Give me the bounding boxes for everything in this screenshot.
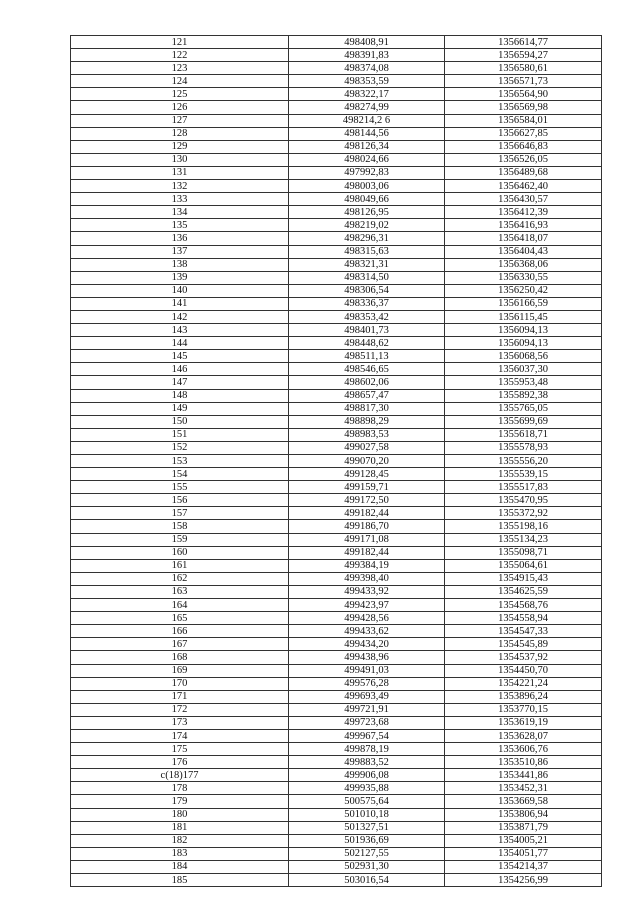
table-row xyxy=(71,297,602,310)
table-row xyxy=(71,140,602,153)
point-number-cell: 150 xyxy=(71,415,289,428)
point-number-cell: 128 xyxy=(71,127,289,140)
table-row xyxy=(71,651,602,664)
x-coordinate-cell: 499172,50 xyxy=(289,494,445,507)
table-row xyxy=(71,455,602,468)
point-number-cell: 162 xyxy=(71,572,289,585)
table-row xyxy=(71,363,602,376)
point-number-cell: 148 xyxy=(71,389,289,402)
x-coordinate-cell: 498306,54 xyxy=(289,284,445,297)
point-number-cell: 146 xyxy=(71,363,289,376)
y-coordinate-cell: 1356418,07 xyxy=(445,232,602,245)
table-row xyxy=(71,166,602,179)
y-coordinate-cell: 1356614,77 xyxy=(445,36,602,49)
y-coordinate-cell: 1355578,93 xyxy=(445,441,602,454)
y-coordinate-cell: 1353770,15 xyxy=(445,703,602,716)
y-coordinate-cell: 1355765,05 xyxy=(445,402,602,415)
point-number-cell: 133 xyxy=(71,193,289,206)
table-row xyxy=(71,153,602,166)
point-number-cell: 138 xyxy=(71,258,289,271)
x-coordinate-cell: 499423,97 xyxy=(289,599,445,612)
point-number-cell: 126 xyxy=(71,101,289,114)
x-coordinate-cell: 498401,73 xyxy=(289,324,445,337)
table-row xyxy=(71,716,602,729)
x-coordinate-cell: 499186,70 xyxy=(289,520,445,533)
y-coordinate-cell: 1356412,39 xyxy=(445,206,602,219)
point-number-cell: 173 xyxy=(71,716,289,729)
x-coordinate-cell: 498003,06 xyxy=(289,180,445,193)
table-row xyxy=(71,415,602,428)
x-coordinate-cell: 499693,49 xyxy=(289,690,445,703)
point-number-cell: 147 xyxy=(71,376,289,389)
table-row xyxy=(71,402,602,415)
x-coordinate-cell: 499182,44 xyxy=(289,546,445,559)
x-coordinate-cell: 499171,08 xyxy=(289,533,445,546)
x-coordinate-cell: 501936,69 xyxy=(289,834,445,847)
y-coordinate-cell: 1356068,56 xyxy=(445,350,602,363)
y-coordinate-cell: 1356368,06 xyxy=(445,258,602,271)
y-coordinate-cell: 1354625,59 xyxy=(445,585,602,598)
y-coordinate-cell: 1353619,19 xyxy=(445,716,602,729)
table-row xyxy=(71,664,602,677)
point-number-cell: 169 xyxy=(71,664,289,677)
point-number-cell: 156 xyxy=(71,494,289,507)
point-number-cell: 151 xyxy=(71,428,289,441)
point-number-cell: 127 xyxy=(71,114,289,127)
point-number-cell: 167 xyxy=(71,638,289,651)
x-coordinate-cell: 499878,19 xyxy=(289,743,445,756)
y-coordinate-cell: 1353510,86 xyxy=(445,756,602,769)
table-row xyxy=(71,559,602,572)
x-coordinate-cell: 499433,92 xyxy=(289,585,445,598)
point-number-cell: 144 xyxy=(71,337,289,350)
point-number-cell: 181 xyxy=(71,821,289,834)
y-coordinate-cell: 1356166,59 xyxy=(445,297,602,310)
x-coordinate-cell: 498983,53 xyxy=(289,428,445,441)
point-number-cell: 153 xyxy=(71,455,289,468)
table-row xyxy=(71,180,602,193)
x-coordinate-cell: 503016,54 xyxy=(289,874,445,887)
y-coordinate-cell: 1355470,95 xyxy=(445,494,602,507)
y-coordinate-cell: 1356094,13 xyxy=(445,324,602,337)
y-coordinate-cell: 1356250,42 xyxy=(445,284,602,297)
x-coordinate-cell: 499428,56 xyxy=(289,612,445,625)
table-row xyxy=(71,232,602,245)
y-coordinate-cell: 1355198,16 xyxy=(445,520,602,533)
table-row xyxy=(71,703,602,716)
y-coordinate-cell: 1356569,98 xyxy=(445,101,602,114)
table-row xyxy=(71,507,602,520)
point-number-cell: 157 xyxy=(71,507,289,520)
x-coordinate-cell: 498448,62 xyxy=(289,337,445,350)
x-coordinate-cell: 498602,06 xyxy=(289,376,445,389)
table-row xyxy=(71,245,602,258)
x-coordinate-cell: 499398,40 xyxy=(289,572,445,585)
point-number-cell: 139 xyxy=(71,271,289,284)
y-coordinate-cell: 1356646,83 xyxy=(445,140,602,153)
point-number-cell: 170 xyxy=(71,677,289,690)
y-coordinate-cell: 1355134,23 xyxy=(445,533,602,546)
table-row xyxy=(71,834,602,847)
x-coordinate-cell: 499070,20 xyxy=(289,455,445,468)
y-coordinate-cell: 1353896,24 xyxy=(445,690,602,703)
point-number-cell: 160 xyxy=(71,546,289,559)
point-number-cell: 134 xyxy=(71,206,289,219)
y-coordinate-cell: 1353806,94 xyxy=(445,808,602,821)
y-coordinate-cell: 1354537,92 xyxy=(445,651,602,664)
table-row xyxy=(71,127,602,140)
table-row xyxy=(71,599,602,612)
point-number-cell: 141 xyxy=(71,297,289,310)
table-row xyxy=(71,494,602,507)
x-coordinate-cell: 497992,83 xyxy=(289,166,445,179)
y-coordinate-cell: 1353441,86 xyxy=(445,769,602,782)
point-number-cell: 168 xyxy=(71,651,289,664)
x-coordinate-cell: 499182,44 xyxy=(289,507,445,520)
y-coordinate-cell: 1355699,69 xyxy=(445,415,602,428)
x-coordinate-cell: 499491,03 xyxy=(289,664,445,677)
table-row xyxy=(71,376,602,389)
y-coordinate-cell: 1354450,70 xyxy=(445,664,602,677)
y-coordinate-cell: 1354256,99 xyxy=(445,874,602,887)
y-coordinate-cell: 1356037,30 xyxy=(445,363,602,376)
y-coordinate-cell: 1354568,76 xyxy=(445,599,602,612)
x-coordinate-cell: 502931,30 xyxy=(289,860,445,873)
table-row xyxy=(71,219,602,232)
y-coordinate-cell: 1356526,05 xyxy=(445,153,602,166)
table-row xyxy=(71,808,602,821)
y-coordinate-cell: 1355618,71 xyxy=(445,428,602,441)
coordinates-table xyxy=(70,35,602,887)
point-number-cell: 158 xyxy=(71,520,289,533)
table-row xyxy=(71,782,602,795)
point-number-cell: 154 xyxy=(71,468,289,481)
table-row xyxy=(71,389,602,402)
table-row xyxy=(71,62,602,75)
table-row xyxy=(71,874,602,887)
table-row xyxy=(71,729,602,742)
table-row xyxy=(71,677,602,690)
table-row xyxy=(71,36,602,49)
point-number-cell: 163 xyxy=(71,585,289,598)
table-row xyxy=(71,756,602,769)
table-row xyxy=(71,310,602,323)
y-coordinate-cell: 1353452,31 xyxy=(445,782,602,795)
table-row xyxy=(71,428,602,441)
y-coordinate-cell: 1356416,93 xyxy=(445,219,602,232)
point-number-cell: 175 xyxy=(71,743,289,756)
table-row xyxy=(71,690,602,703)
x-coordinate-cell: 498049,66 xyxy=(289,193,445,206)
point-number-cell: 140 xyxy=(71,284,289,297)
x-coordinate-cell: 499434,20 xyxy=(289,638,445,651)
y-coordinate-cell: 1356430,57 xyxy=(445,193,602,206)
x-coordinate-cell: 501010,18 xyxy=(289,808,445,821)
table-row xyxy=(71,743,602,756)
table-row xyxy=(71,284,602,297)
table-row xyxy=(71,533,602,546)
point-number-cell: 172 xyxy=(71,703,289,716)
point-number-cell: 132 xyxy=(71,180,289,193)
table-row xyxy=(71,49,602,62)
x-coordinate-cell: 498336,37 xyxy=(289,297,445,310)
x-coordinate-cell: 499723,68 xyxy=(289,716,445,729)
point-number-cell: 161 xyxy=(71,559,289,572)
y-coordinate-cell: 1354915,43 xyxy=(445,572,602,585)
y-coordinate-cell: 1355098,71 xyxy=(445,546,602,559)
x-coordinate-cell: 498391,83 xyxy=(289,49,445,62)
point-number-cell: 125 xyxy=(71,88,289,101)
x-coordinate-cell: 499906,08 xyxy=(289,769,445,782)
table-row xyxy=(71,821,602,834)
table-row xyxy=(71,468,602,481)
x-coordinate-cell: 502127,55 xyxy=(289,847,445,860)
table-row xyxy=(71,258,602,271)
point-number-cell: 180 xyxy=(71,808,289,821)
y-coordinate-cell: 1354545,89 xyxy=(445,638,602,651)
table-row xyxy=(71,769,602,782)
y-coordinate-cell: 1353628,07 xyxy=(445,729,602,742)
y-coordinate-cell: 1356330,55 xyxy=(445,271,602,284)
table-row xyxy=(71,481,602,494)
table-row xyxy=(71,795,602,808)
x-coordinate-cell: 500575,64 xyxy=(289,795,445,808)
point-number-cell: 122 xyxy=(71,49,289,62)
x-coordinate-cell: 499433,62 xyxy=(289,625,445,638)
y-coordinate-cell: 1354005,21 xyxy=(445,834,602,847)
point-number-cell: 179 xyxy=(71,795,289,808)
x-coordinate-cell: 499883,52 xyxy=(289,756,445,769)
x-coordinate-cell: 499128,45 xyxy=(289,468,445,481)
y-coordinate-cell: 1354547,33 xyxy=(445,625,602,638)
x-coordinate-cell: 498511,13 xyxy=(289,350,445,363)
table-row xyxy=(71,75,602,88)
table-row xyxy=(71,101,602,114)
x-coordinate-cell: 498144,56 xyxy=(289,127,445,140)
point-number-cell: 137 xyxy=(71,245,289,258)
point-number-cell: 121 xyxy=(71,36,289,49)
x-coordinate-cell: 499159,71 xyxy=(289,481,445,494)
point-number-cell: 131 xyxy=(71,166,289,179)
table-row xyxy=(71,625,602,638)
point-number-cell: 159 xyxy=(71,533,289,546)
x-coordinate-cell: 501327,51 xyxy=(289,821,445,834)
x-coordinate-cell: 498296,31 xyxy=(289,232,445,245)
x-coordinate-cell: 499721,91 xyxy=(289,703,445,716)
y-coordinate-cell: 1353669,58 xyxy=(445,795,602,808)
x-coordinate-cell: 498219,02 xyxy=(289,219,445,232)
x-coordinate-cell: 498546,65 xyxy=(289,363,445,376)
x-coordinate-cell: 499967,54 xyxy=(289,729,445,742)
y-coordinate-cell: 1355556,20 xyxy=(445,455,602,468)
y-coordinate-cell: 1356580,61 xyxy=(445,62,602,75)
y-coordinate-cell: 1354558,94 xyxy=(445,612,602,625)
table-row xyxy=(71,585,602,598)
point-number-cell: 124 xyxy=(71,75,289,88)
table-row xyxy=(71,324,602,337)
point-number-cell: 184 xyxy=(71,860,289,873)
point-number-cell: 143 xyxy=(71,324,289,337)
y-coordinate-cell: 1356571,73 xyxy=(445,75,602,88)
y-coordinate-cell: 1356115,45 xyxy=(445,310,602,323)
x-coordinate-cell: 499384,19 xyxy=(289,559,445,572)
x-coordinate-cell: 498314,50 xyxy=(289,271,445,284)
point-number-cell: 165 xyxy=(71,612,289,625)
point-number-cell: 164 xyxy=(71,599,289,612)
table-row xyxy=(71,572,602,585)
table-row xyxy=(71,206,602,219)
x-coordinate-cell: 498126,95 xyxy=(289,206,445,219)
point-number-cell: 135 xyxy=(71,219,289,232)
y-coordinate-cell: 1356627,85 xyxy=(445,127,602,140)
point-number-cell: 142 xyxy=(71,310,289,323)
point-number-cell: 145 xyxy=(71,350,289,363)
point-number-cell: 123 xyxy=(71,62,289,75)
y-coordinate-cell: 1355892,38 xyxy=(445,389,602,402)
table-row xyxy=(71,193,602,206)
table-row xyxy=(71,114,602,127)
x-coordinate-cell: 498657,47 xyxy=(289,389,445,402)
point-number-cell: 174 xyxy=(71,729,289,742)
x-coordinate-cell: 498408,91 xyxy=(289,36,445,49)
x-coordinate-cell: 499438,96 xyxy=(289,651,445,664)
table-row xyxy=(71,847,602,860)
x-coordinate-cell: 498274,99 xyxy=(289,101,445,114)
point-number-cell: 178 xyxy=(71,782,289,795)
y-coordinate-cell: 1356462,40 xyxy=(445,180,602,193)
y-coordinate-cell: 1355539,15 xyxy=(445,468,602,481)
point-number-cell: 182 xyxy=(71,834,289,847)
x-coordinate-cell: 498817,30 xyxy=(289,402,445,415)
y-coordinate-cell: 1356094,13 xyxy=(445,337,602,350)
x-coordinate-cell: 498214,2 6 xyxy=(289,114,445,127)
point-number-cell: 171 xyxy=(71,690,289,703)
y-coordinate-cell: 1356594,27 xyxy=(445,49,602,62)
x-coordinate-cell: 498353,59 xyxy=(289,75,445,88)
x-coordinate-cell: 498315,63 xyxy=(289,245,445,258)
point-number-cell: 155 xyxy=(71,481,289,494)
point-number-cell: 149 xyxy=(71,402,289,415)
x-coordinate-cell: 498898,29 xyxy=(289,415,445,428)
y-coordinate-cell: 1355372,92 xyxy=(445,507,602,520)
x-coordinate-cell: 498353,42 xyxy=(289,310,445,323)
x-coordinate-cell: 499576,28 xyxy=(289,677,445,690)
table-row xyxy=(71,88,602,101)
x-coordinate-cell: 499027,58 xyxy=(289,441,445,454)
point-number-cell: 136 xyxy=(71,232,289,245)
point-number-cell: 129 xyxy=(71,140,289,153)
table-row xyxy=(71,271,602,284)
table-row xyxy=(71,612,602,625)
y-coordinate-cell: 1356404,43 xyxy=(445,245,602,258)
x-coordinate-cell: 498126,34 xyxy=(289,140,445,153)
y-coordinate-cell: 1353871,79 xyxy=(445,821,602,834)
x-coordinate-cell: 498374,08 xyxy=(289,62,445,75)
table-row xyxy=(71,350,602,363)
y-coordinate-cell: 1354214,37 xyxy=(445,860,602,873)
y-coordinate-cell: 1354221,24 xyxy=(445,677,602,690)
point-number-cell: 176 xyxy=(71,756,289,769)
y-coordinate-cell: 1356489,68 xyxy=(445,166,602,179)
x-coordinate-cell: 498321,31 xyxy=(289,258,445,271)
table-row xyxy=(71,337,602,350)
table-row xyxy=(71,441,602,454)
coordinates-table-body xyxy=(71,36,602,887)
x-coordinate-cell: 499935,88 xyxy=(289,782,445,795)
x-coordinate-cell: 498322,17 xyxy=(289,88,445,101)
table-row xyxy=(71,638,602,651)
y-coordinate-cell: 1353606,76 xyxy=(445,743,602,756)
point-number-cell: 183 xyxy=(71,847,289,860)
point-number-cell: 185 xyxy=(71,874,289,887)
y-coordinate-cell: 1355953,48 xyxy=(445,376,602,389)
y-coordinate-cell: 1355064,61 xyxy=(445,559,602,572)
y-coordinate-cell: 1356584,01 xyxy=(445,114,602,127)
point-number-cell: c(18)177 xyxy=(71,769,289,782)
y-coordinate-cell: 1355517,83 xyxy=(445,481,602,494)
table-row xyxy=(71,860,602,873)
point-number-cell: 130 xyxy=(71,153,289,166)
y-coordinate-cell: 1356564,90 xyxy=(445,88,602,101)
point-number-cell: 152 xyxy=(71,441,289,454)
point-number-cell: 166 xyxy=(71,625,289,638)
y-coordinate-cell: 1354051,77 xyxy=(445,847,602,860)
table-row xyxy=(71,520,602,533)
table-row xyxy=(71,546,602,559)
x-coordinate-cell: 498024,66 xyxy=(289,153,445,166)
